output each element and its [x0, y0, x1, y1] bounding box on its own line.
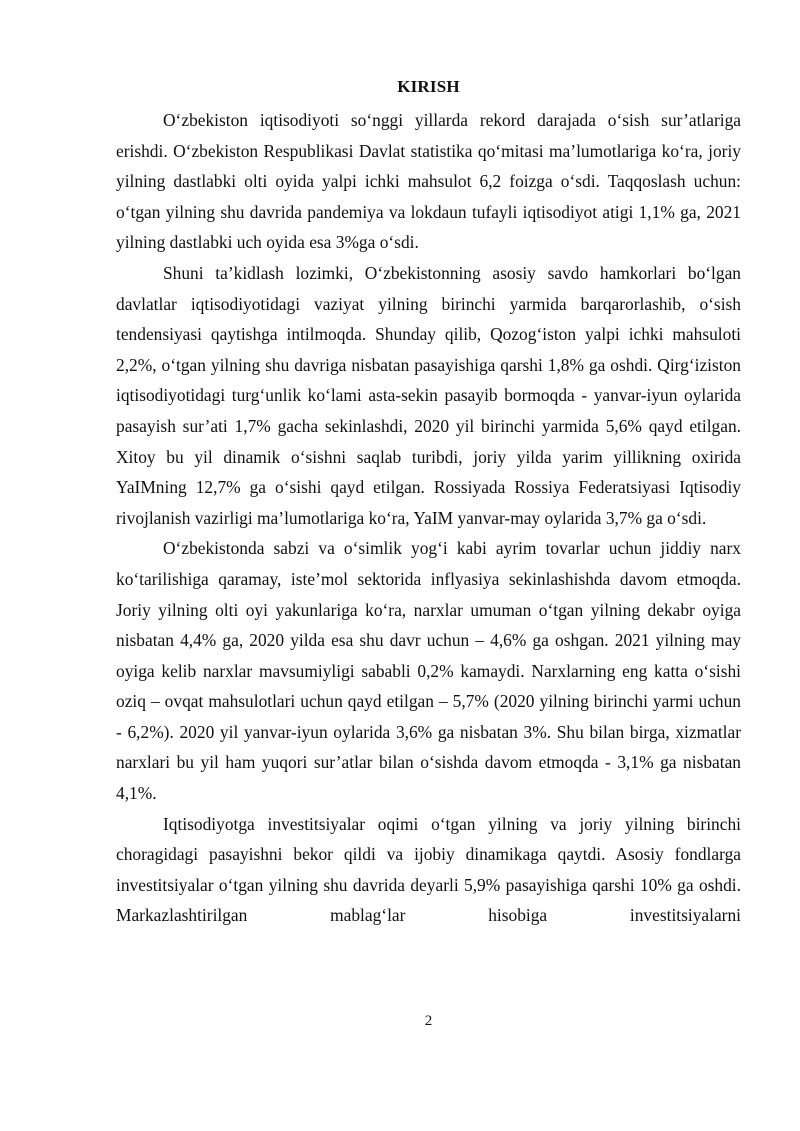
paragraph-1: O‘zbekiston iqtisodiyoti so‘nggi yillarda rekord darajada o‘sish sur’atlariga erishdi. O‘zbekiston Respublikasi Davlat statistika qo‘mitasi ma’lumotlariga ko‘ra, joriy yilning dastlabki olti oyida yalpi ichki mahsulot 6,2 foizga o‘sdi. Taqqoslash uchun: o‘tgan yilning shu davrida pandemiya va lokdaun tufayli iqtisodiyot atigi 1,1% ga, 2021 yilning dastlabki uch oyida esa 3%ga o‘sdi.	[116, 110, 741, 253]
document-body	[116, 105, 741, 931]
paragraph-4: Iqtisodiyotga investitsiyalar oqimi o‘tgan yilning va joriy yilning birinchi choragidagi pasayishni bekor qildi va ijobiy dinamikaga qaytdi. Asosiy fondlarga investitsiyalar o‘tgan yilning shu davrida deyarli 5,9% pasayishiga qarshi 10% ga oshdi. Markazlashtirilgan mablag‘lar hisobiga investitsiyalarni	[116, 813, 741, 926]
page-number: 2	[424, 1013, 433, 1029]
paragraph-3: O‘zbekistonda sabzi va o‘simlik yog‘i kabi ayrim tovarlar uchun jiddiy narx ko‘tarilishiga qaramay, iste’mol sektorida inflyasiya sekinlashishda davom etmoqda. Joriy yilning olti oyi yakunlariga ko‘ra, narxlar umuman o‘tgan yilning dekabr oyiga nisbatan 4,4% ga, 2020 yilda esa shu davr uchun – 4,6% ga oshgan. 2021 yilning may oyiga kelib narxlar mavsumiyligi sababli 0,2% kamaydi. Narxlarning eng katta o‘sishi oziq – ovqat mahsulotlari uchun qayd etilgan – 5,7% (2020 yilning birinchi yarmi uchun - 6,2%). 2020 yil yanvar-iyun oylarida 3,6% ga nisbatan 3%. Shu bilan birga, xizmatlar narxlari bu yil ham yuqori sur’atlar bilan o‘sishda davom etmoqda - 3,1% ga nisbatan 4,1%.	[116, 538, 741, 804]
section-title: KIRISH	[397, 77, 460, 96]
paragraph-2: Shuni ta’kidlash lozimki, O‘zbekistonning asosiy savdo hamkorlari bo‘lgan davlatlar iqtisodiyotidagi vaziyat yilning birinchi yarmida barqarorlashib, o‘sish tendensiyasi qaytishga intilmoqda. Shunday qilib, Qozog‘iston yalpi ichki mahsuloti 2,2%, o‘tgan yilning shu davriga nisbatan pasayishiga qarshi 1,8% ga oshdi. Qirg‘iziston iqtisodiyotidagi turg‘unlik ko‘lami asta-sekin pasayib bormoqda - yanvar-iyun oylarida pasayish sur’ati 1,7% gacha sekinlashdi, 2020 yil birinchi yarmida 5,6% qayd etilgan. Xitoy bu yil dinamik o‘sishni saqlab turibdi, joriy yilda yarim yillikning oxirida YaIMning 12,7% ga o‘sishi qayd etilgan. Rossiyada Rossiya Federatsiyasi Iqtisodiy rivojlanish vazirligi ma’lumotlariga ko‘ra, YaIM yanvar-may oylarida 3,7% ga o‘sdi.	[116, 262, 741, 528]
